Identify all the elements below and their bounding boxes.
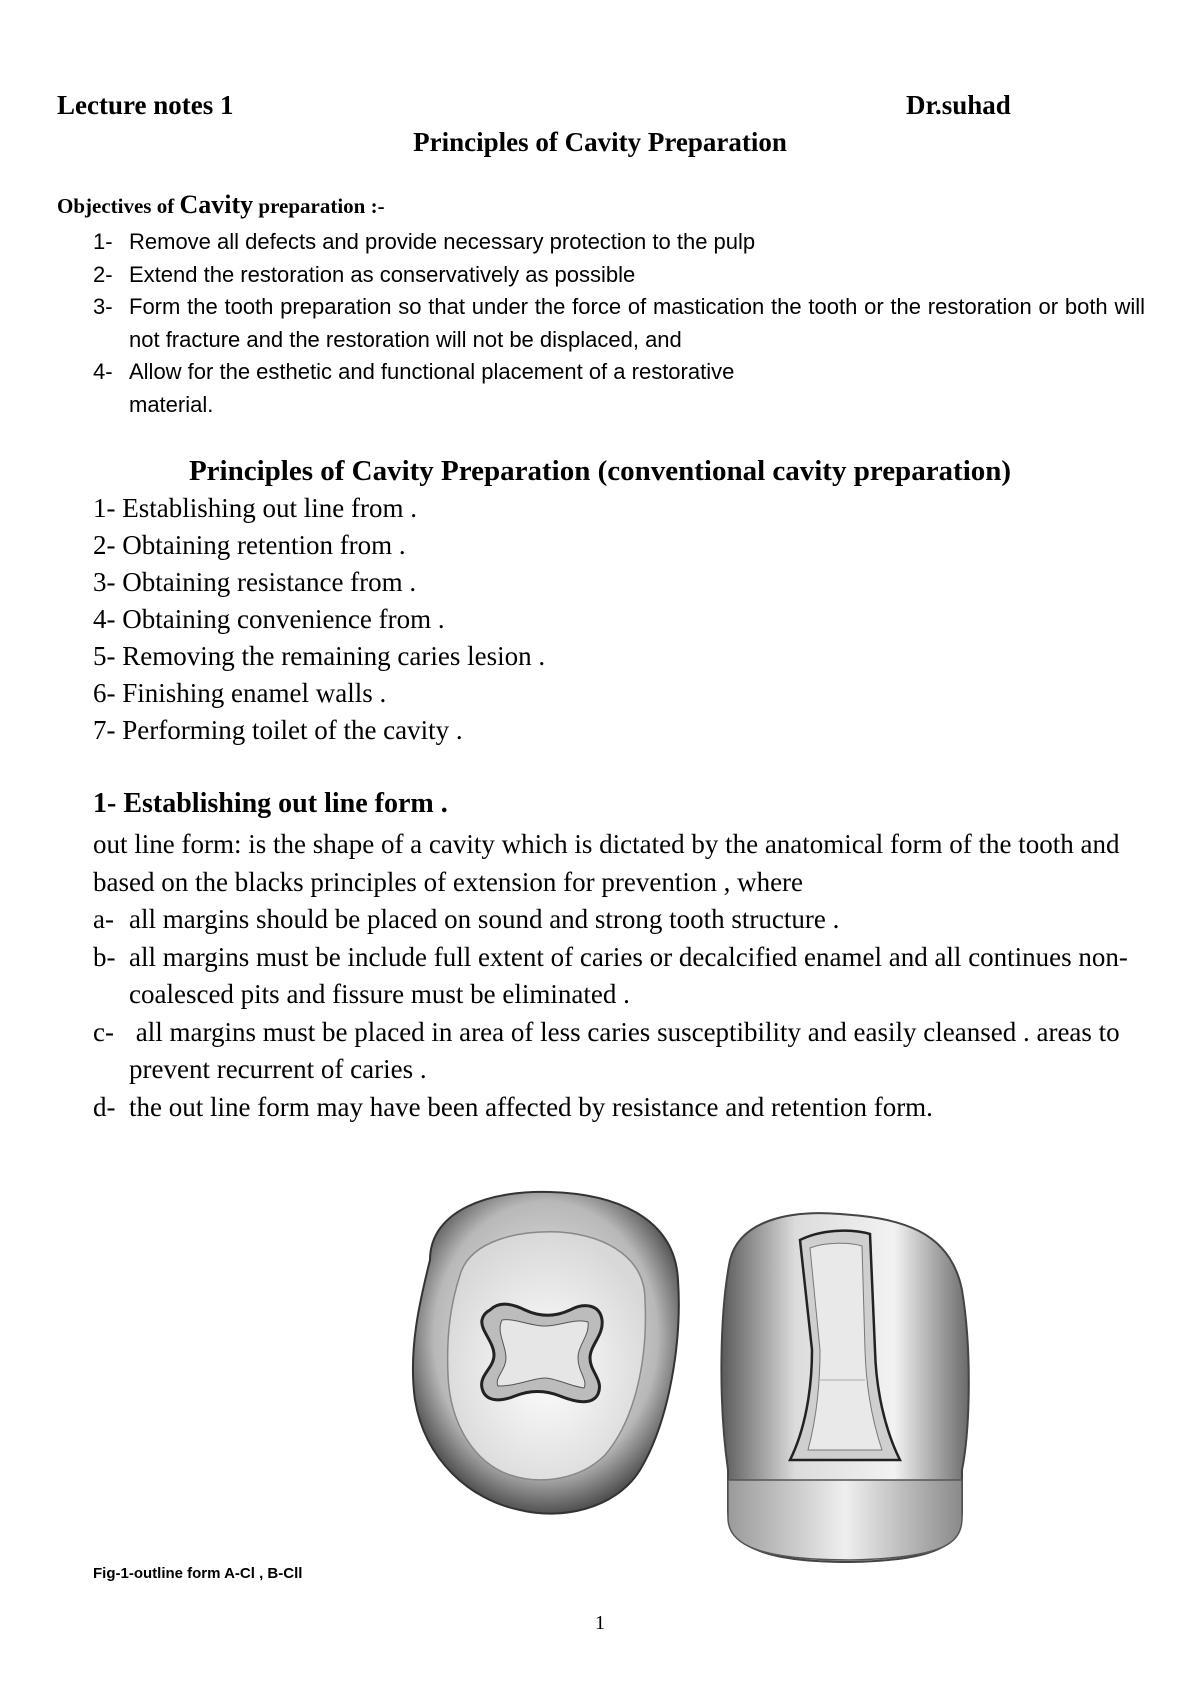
list-item <box>93 356 1145 389</box>
page-title: Principles of Cavity Preparation <box>413 127 787 157</box>
item-text: material. <box>129 391 214 417</box>
item-number: 4- <box>93 359 113 384</box>
list-item <box>93 1089 1153 1127</box>
item-letter: b- <box>93 941 116 972</box>
item-text: Allow for the esthetic and functional placement of a restorative <box>129 359 735 384</box>
figure-caption: Fig-1-outline form A-Cl , B-Cll <box>93 1565 303 1582</box>
item-text: Form the tooth preparation so that under the force of mastication the tooth or the restoration or both will not fracture and the restoration will not be displaced, and <box>129 294 1145 352</box>
list-item: 7- Performing toilet of the cavity . <box>93 715 463 745</box>
item-text: Extend the restoration as conservatively as possible <box>129 261 636 287</box>
item-text: all margins must be placed in area of less caries susceptibility and easily cleansed . areas to prevent recurrent of caries . <box>129 1016 1127 1084</box>
list-item <box>93 901 1153 939</box>
objectives-heading-part2: preparation :- <box>253 194 385 218</box>
objectives-heading-part1: Objectives of <box>57 194 180 218</box>
list-item <box>93 291 1145 356</box>
lecture-label: Lecture notes 1 <box>57 90 234 120</box>
principles-list <box>93 490 545 749</box>
author-label: Dr.suhad <box>906 90 1011 120</box>
list-item: 1- Establishing out line from . <box>93 493 417 523</box>
item-text: Remove all defects and provide necessary protection to the pulp <box>129 229 756 254</box>
list-item-continuation <box>93 389 1145 422</box>
outline-heading: 1- Establishing out line form . <box>93 788 448 819</box>
page-number: 1 <box>595 1612 605 1634</box>
objectives-list <box>93 226 1145 421</box>
item-number: 2- <box>93 261 113 287</box>
item-text: all margins should be placed on sound and strong tooth structure . <box>129 904 840 934</box>
objectives-heading <box>57 190 385 220</box>
list-item <box>93 1014 1153 1089</box>
list-item: 4- Obtaining convenience from . <box>93 604 445 634</box>
item-letter: a- <box>93 904 114 934</box>
objectives-heading-big: Cavity <box>179 190 254 219</box>
outline-body <box>93 826 1153 1126</box>
list-item <box>93 226 1145 259</box>
item-letter: d- <box>93 1091 116 1122</box>
list-item: 6- Finishing enamel walls . <box>93 678 387 708</box>
item-number: 3- <box>93 294 113 319</box>
list-item <box>93 939 1153 1014</box>
item-text: the out line form may have been affected by resistance and retention form. <box>129 1091 933 1122</box>
item-number: 1- <box>93 229 113 254</box>
item-text: all margins must be include full extent of caries or decalcified enamel and all continues non-coalesced pits and fissure must be eliminated . <box>129 941 1128 1009</box>
item-letter: c- <box>93 1016 114 1047</box>
list-item: 5- Removing the remaining caries lesion . <box>93 641 546 671</box>
principles-heading: Principles of Cavity Preparation (conventional cavity preparation) <box>188 455 1012 487</box>
tooth-class1-figure <box>390 1180 700 1520</box>
tooth-class2-figure <box>700 1200 990 1580</box>
list-item: 2- Obtaining retention from . <box>93 530 406 560</box>
list-item: 3- Obtaining resistance from . <box>93 567 417 597</box>
outline-intro: out line form: is the shape of a cavity which is dictated by the anatomical form of the tooth and based on the blacks principles of extension for prevention , where <box>93 829 1120 897</box>
list-item <box>93 259 1145 292</box>
